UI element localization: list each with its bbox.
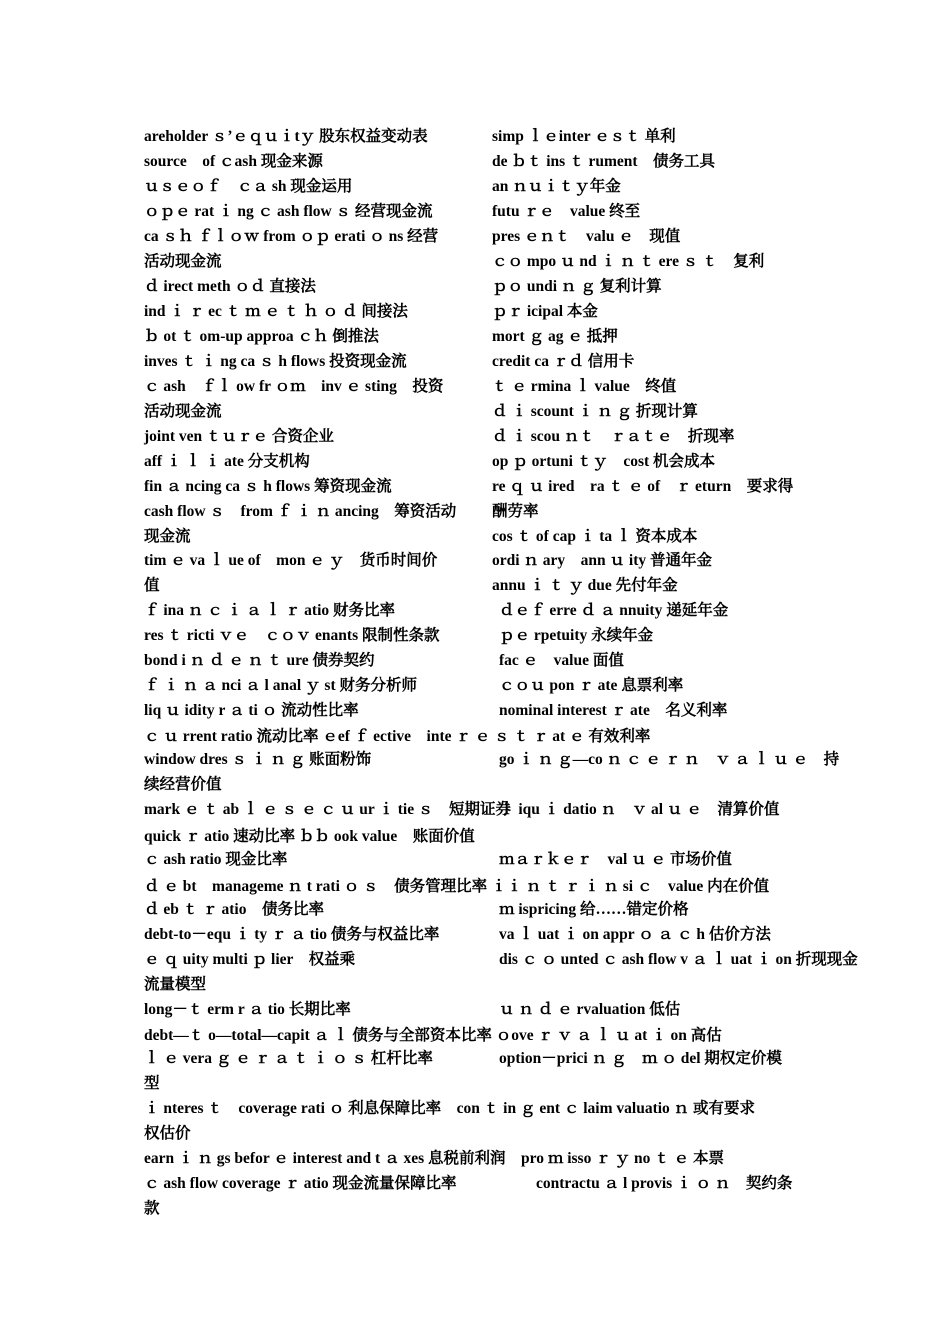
left-term: 款 <box>144 1200 160 1217</box>
right-term: cos ｔ of cap ｉ ta ｌ 资本成本 <box>492 528 698 545</box>
left-term: bond i ｎ ｄ ｅ ｎ ｔ ure 债券契约 <box>144 652 375 669</box>
right-term: 酬劳率 <box>492 503 539 520</box>
text-line <box>144 626 809 648</box>
right-term: fac ｅ value 面值 <box>499 652 624 669</box>
right-term: an ｎｕｉｔｙ年金 <box>492 178 621 195</box>
left-term: earn ｉ ｎ gs befor ｅ interest and t ａ xes 息税前利润 pro ｍ isso ｒ ｙ no ｔ ｅ 本票 <box>144 1150 724 1167</box>
right-term: ｐｅ rpetuity 永续年金 <box>499 627 654 644</box>
text-line <box>144 676 809 698</box>
left-term: ｏｐｅ rat ｉ ng ｃ ash flow ｓ 经营现金流 <box>144 203 433 220</box>
right-term: ｄｅｆ erre ｄ ａ nnuity 递延年金 <box>499 602 729 619</box>
left-term: liq ｕ idity r ａ ti ｏ 流动性比率 <box>144 702 359 719</box>
right-term: va ｌ uat ｉ on appr ｏ ａ ｃ h 估价方法 <box>499 926 771 943</box>
text-line <box>144 800 809 822</box>
right-term: ｄ ｉ scou ｎｔ ｒａｔｅ 折现率 <box>492 428 735 445</box>
text-line <box>144 975 809 997</box>
text-line <box>144 202 809 224</box>
right-term: option－prici ｎ ｇ ｍ ｏ del 期权定价模 <box>499 1050 782 1067</box>
right-term: annu ｉ ｔ ｙ due 先付年金 <box>492 577 678 594</box>
text-line <box>144 127 809 149</box>
left-term: joint ven ｔｕｒｅ 合资企业 <box>144 428 334 445</box>
left-term: res ｔ ricti ｖｅ ｃｏｖ enants 限制性条款 <box>144 627 440 644</box>
text-line <box>144 1199 809 1221</box>
right-term: futu ｒｅ value 终至 <box>492 203 641 220</box>
left-term: 活动现金流 <box>144 403 222 420</box>
text-line <box>144 750 840 772</box>
left-term: ｆ ｉ ｎ ａ nci ａ l anal ｙ st 财务分析师 <box>144 677 417 694</box>
text-line <box>144 252 809 274</box>
right-term: op ｐ ortuni ｔｙ cost 机会成本 <box>492 453 716 470</box>
text-line <box>144 900 809 922</box>
text-line <box>144 1124 809 1146</box>
right-term: re ｑ ｕ ired ra ｔ ｅ of ｒ eturn 要求得 <box>492 478 794 495</box>
left-term: aff ｉ ｌ ｉ ate 分支机构 <box>144 453 310 470</box>
right-term: ｔ ｅ rmina ｌ value 终值 <box>492 378 677 395</box>
left-term: ｌ ｅ vera ｇ ｅ ｒ ａ ｔ ｉ ｏ ｓ 杠杆比率 <box>144 1050 433 1067</box>
left-term: ｕｓｅｏｆ ｃａ sh 现金运用 <box>144 178 353 195</box>
text-line <box>144 152 809 174</box>
text-line <box>144 452 809 474</box>
right-term: ｃｏｕ pon ｒ ate 息票利率 <box>499 677 684 694</box>
left-term: long－ｔ erm r ａ tio 长期比率 <box>144 1001 351 1018</box>
text-line <box>144 1174 809 1196</box>
left-term: ｃ ｕ rrent ratio 流动比率 ｅef ｆ ective inte ｒ ｅ ｓ ｔ ｒ at ｅ 有效利率 <box>144 728 651 745</box>
text-line <box>144 527 809 549</box>
right-term: nominal interest ｒ ate 名义利率 <box>499 702 728 719</box>
text-line <box>144 1099 809 1121</box>
text-line <box>144 877 809 899</box>
left-term: ｃ ash ratio 现金比率 <box>144 851 288 868</box>
left-term: ｆ ina ｎ ｃ ｉ ａ ｌ ｒ atio 财务比率 <box>144 602 396 619</box>
right-term: ｄ ｉ scount ｉ ｎ ｇ 折现计算 <box>492 403 698 420</box>
text-line <box>144 227 809 249</box>
left-term: 流量模型 <box>144 976 207 993</box>
left-term: ｅ ｑ uity multi ｐ lier 权益乘 <box>144 951 356 968</box>
left-term: debt-to－equ ｉ ty ｒ ａ tio 债务与权益比率 <box>144 926 440 943</box>
right-term: dis ｃ ｏ unted ｃ ash flow v ａ ｌ uat ｉ on 折现现金 <box>499 951 858 968</box>
right-term: de ｂｔ ins ｔ rument 债务工具 <box>492 153 716 170</box>
right-term: pres ｅｎｔ valu ｅ 现值 <box>492 228 681 245</box>
text-line <box>144 925 809 947</box>
left-term: ｃ ash flow coverage ｒ atio 现金流量保障比率 <box>144 1175 457 1192</box>
left-term: 权估价 <box>144 1125 191 1142</box>
right-term: ｐｏ undi ｎ ｇ 复利计算 <box>492 278 662 295</box>
left-term: cash flow ｓ from ｆ ｉ ｎ ancing 筹资活动 <box>144 503 457 520</box>
text-line <box>144 352 809 374</box>
left-term: ｃ ash ｆｌ ow fr ｏｍ inv ｅ sting 投资 <box>144 378 444 395</box>
left-term: window dres ｓ ｉ ｎ ｇ 账面粉饰 <box>144 751 372 768</box>
text-line <box>144 1026 809 1048</box>
right-term: ｍａｒｋｅｒ val ｕ ｅ 市场价值 <box>499 851 732 868</box>
text-line <box>144 1149 809 1171</box>
left-term: ｄ ｅ bt manageme ｎ t rati ｏ ｓ 债务管理比率 ｉｉ ｎ ｔ ｒ ｉ ｎ si ｃ value 内在价值 <box>144 878 770 895</box>
right-term: ｃｏ mpo ｕ nd ｉ ｎ ｔ ere ｓ ｔ 复利 <box>492 253 765 270</box>
text-line <box>144 377 809 399</box>
left-term: fin ａ ncing ca ｓ h flows 筹资现金流 <box>144 478 392 495</box>
text-line <box>144 427 809 449</box>
left-term: 活动现金流 <box>144 253 222 270</box>
text-line <box>144 576 809 598</box>
text-line <box>144 402 809 424</box>
text-line <box>144 950 858 972</box>
left-term: 型 <box>144 1075 160 1092</box>
left-term: ｄ irect meth ｏｄ 直接法 <box>144 278 316 295</box>
left-term: tim ｅ va ｌ ue of mon ｅ ｙ 货币时间价 <box>144 552 438 569</box>
left-term: ind ｉ ｒ ec ｔ ｍ ｅ ｔ ｈ ｏ ｄ 间接法 <box>144 303 408 320</box>
text-line <box>144 727 809 749</box>
right-term: mort ｇ ag ｅ 抵押 <box>492 328 618 345</box>
text-line <box>144 551 809 573</box>
left-term: quick ｒ atio 速动比率 ｂｂ ook value 账面价值 <box>144 828 475 845</box>
left-term: ｉ nteres ｔ coverage rati ｏ 利息保障比率 con ｔ in ｇ ent ｃ laim valuatio ｎ 或有要求 <box>144 1100 756 1117</box>
right-term: ordi ｎ ary ann ｕ ity 普通年金 <box>492 552 713 569</box>
left-term: 值 <box>144 577 160 594</box>
left-term: ca ｓｈ ｆｌｏｗ from ｏｐ erati ｏ ns 经营 <box>144 228 439 245</box>
right-term: contractu ａ l provis ｉ ｏ ｎ 契约条 <box>536 1175 793 1192</box>
right-term: credit ca ｒｄ 信用卡 <box>492 353 635 370</box>
text-line <box>144 327 809 349</box>
left-term: ｄ eb ｔ ｒ atio 债务比率 <box>144 901 324 918</box>
text-line <box>144 177 809 199</box>
right-term: ｍ ispricing 给……错定价格 <box>499 901 689 918</box>
right-term: ｕ ｎ ｄ ｅ rvaluation 低估 <box>499 1001 681 1018</box>
left-term: 续经营价值 <box>144 776 222 793</box>
left-term: areholder ｓ’ｅｑｕｉtｙ 股东权益变动表 <box>144 128 428 145</box>
left-term: ｂ ot ｔ om-up approa ｃｈ 倒推法 <box>144 328 379 345</box>
text-line <box>144 277 809 299</box>
right-term: ｌ iqu ｉ datio ｎ ｖ al ｕ ｅ 清算价值 <box>499 801 780 818</box>
text-line <box>144 775 809 797</box>
text-line <box>144 502 809 524</box>
left-term: inves ｔ ｉ ng ca ｓ h flows 投资现金流 <box>144 353 407 370</box>
text-line <box>144 1000 809 1022</box>
text-line <box>144 1074 809 1096</box>
text-line <box>144 827 809 849</box>
text-line <box>144 477 809 499</box>
text-line <box>144 1049 809 1071</box>
text-line <box>144 302 809 324</box>
right-term: simp ｌｅinter ｅｓｔ 单利 <box>492 128 676 145</box>
text-line <box>144 651 809 673</box>
left-term: 现金流 <box>144 528 191 545</box>
text-line <box>144 601 809 623</box>
right-term: ｐｒ icipal 本金 <box>492 303 598 320</box>
left-term: source of ｃash 现金来源 <box>144 153 323 170</box>
left-term: mark ｅ ｔ ab ｌ ｅ ｓ ｅ ｃ ｕ ur ｉ tie ｓ 短期证券 <box>144 801 511 818</box>
text-line <box>144 850 809 872</box>
text-line <box>144 701 809 723</box>
right-term: go ｉ ｎ ｇ―co ｎ ｃ ｅ ｒ ｎ ｖ ａ ｌ ｕ ｅ 持 <box>499 751 840 768</box>
left-term: debt—ｔ o—total—capit ａ ｌ 债务与全部资本比率 ｏove ｒ ｖ ａ ｌ ｕ at ｉ on 高估 <box>144 1027 722 1044</box>
